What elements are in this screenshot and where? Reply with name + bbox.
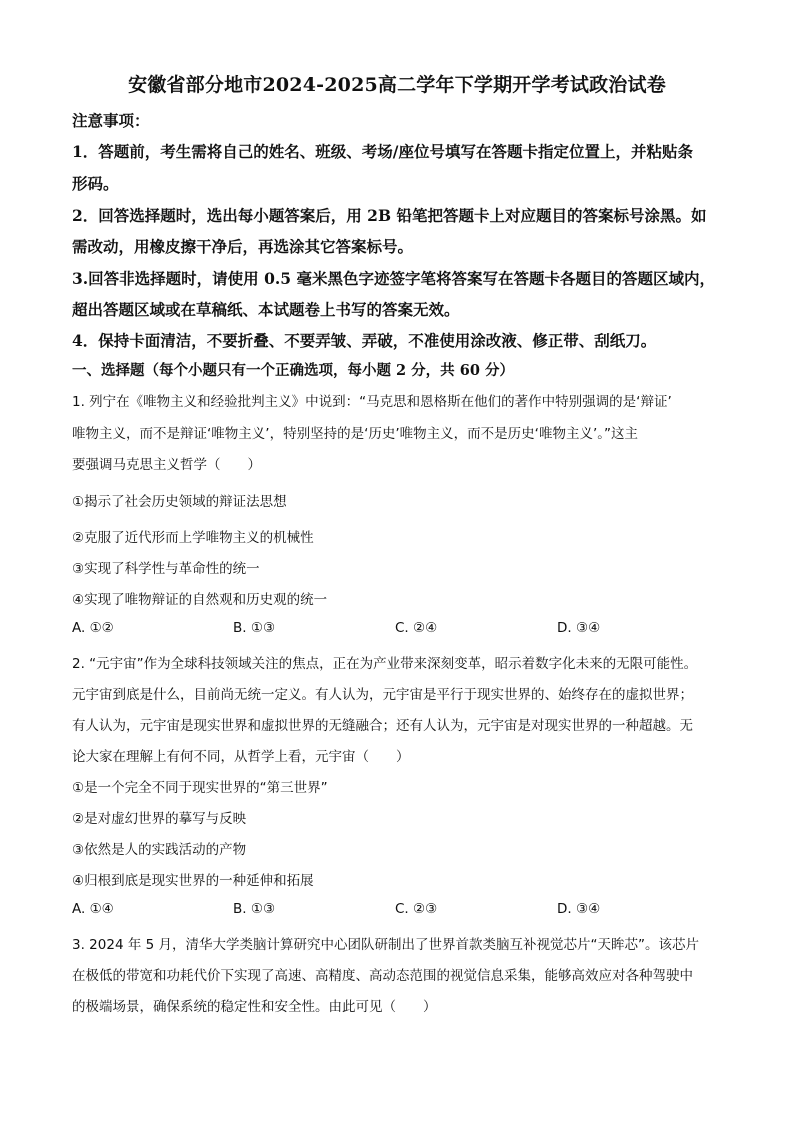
notice-line-5: 3.回答非选择题时，请使用 0.5 毫米黑色字迹签字笔将答案写在答题卡各题目的答题区域内， [72, 269, 715, 288]
question-stem-line: 有人认为，元宇宙是现实世界和虚拟世界的无缝融合；还有人认为，元宇宙是对现实世界的一种超越。无 [72, 718, 693, 734]
question-item: ④实现了唯物辩证的自然观和历史观的统一 [72, 592, 328, 608]
choice-d: D. ③④ [557, 901, 601, 917]
question-stem-line: 论大家在理解上有何不同，从哲学上看，元宇宙（ ） [72, 749, 410, 765]
question-item: ①是一个完全不同于现实世界的“第三世界” [72, 780, 328, 796]
question-item: ④归根到底是现实世界的一种延伸和拓展 [72, 873, 314, 889]
choice-d: D. ③④ [557, 620, 601, 636]
question-stem-line: 在极低的带宽和功耗代价下实现了高速、高精度、高动态范围的视觉信息采集，能够高效应对各种驾驶中 [72, 968, 693, 984]
choice-c: C. ②④ [395, 620, 438, 636]
question-stem-line: 唯物主义，而不是辩证‘唯物主义’，特别坚持的是‘历史’唯物主义，而不是历史‘唯物主义’。”这主 [72, 426, 638, 442]
notice-line-6: 超出答题区域或在草稿纸、本试题卷上书写的答案无效。 [72, 300, 460, 319]
question-stem-line: 元宇宙到底是什么，目前尚无统一定义。有人认为，元宇宙是平行于现实世界的、始终存在的虚拟世界； [72, 687, 693, 703]
question-stem-line: 的极端场景，确保系统的稳定性和安全性。由此可见（ ） [72, 999, 437, 1015]
notice-line-3: 2．回答选择题时，选出每小题答案后，用 2B 铅笔把答题卡上对应题目的答案标号涂黑。如 [72, 206, 707, 225]
choice-b: B. ①③ [233, 620, 276, 636]
choice-a: A. ①④ [72, 901, 114, 917]
notice-line-2: 形码。 [72, 174, 119, 193]
notice-line-7: 4．保持卡面清洁，不要折叠、不要弄皱、弄破，不准使用涂改液、修正带、刮纸刀。 [72, 331, 657, 350]
question-item: ③实现了科学性与革命性的统一 [72, 561, 260, 577]
question-stem-line: 2. “元宇宙”作为全球科技领域关注的焦点，正在为产业带来深刻变革，昭示着数字化未来的无限可能性。 [72, 656, 698, 672]
choice-c: C. ②③ [395, 901, 438, 917]
section-heading: 一、选择题（每个小题只有一个正确选项，每小题 2 分，共 60 分） [72, 362, 514, 379]
question-item: ③依然是人的实践活动的产物 [72, 842, 247, 858]
question-item: ②克服了近代形而上学唯物主义的机械性 [72, 530, 314, 546]
question-stem-line: 3. 2024 年 5 月，清华大学类脑计算研究中心团队研制出了世界首款类脑互补视觉芯片“天眸芯”。该芯片 [72, 937, 699, 953]
notice-line-4: 需改动，用橡皮擦干净后，再选涂其它答案标号。 [72, 237, 414, 256]
question-item: ①揭示了社会历史领域的辩证法思想 [72, 494, 287, 510]
question-item: ②是对虚幻世界的摹写与反映 [72, 811, 247, 827]
choice-b: B. ①③ [233, 901, 276, 917]
notice-line-1: 1．答题前，考生需将自己的姓名、班级、考场/座位号填写在答题卡指定位置上，并粘贴条 [72, 142, 693, 161]
choice-a: A. ①② [72, 620, 114, 636]
notice-heading: 注意事项： [72, 111, 150, 130]
question-stem-line: 1. 列宁在《唯物主义和经验批判主义》中说到：“马克思和恩格斯在他们的著作中特别强调的是‘辩证’ [72, 394, 672, 410]
question-stem-line: 要强调马克思主义哲学（ ） [72, 457, 261, 473]
page-title: 安徽省部分地市2024-2025高二学年下学期开学考试政治试卷 [128, 74, 666, 96]
